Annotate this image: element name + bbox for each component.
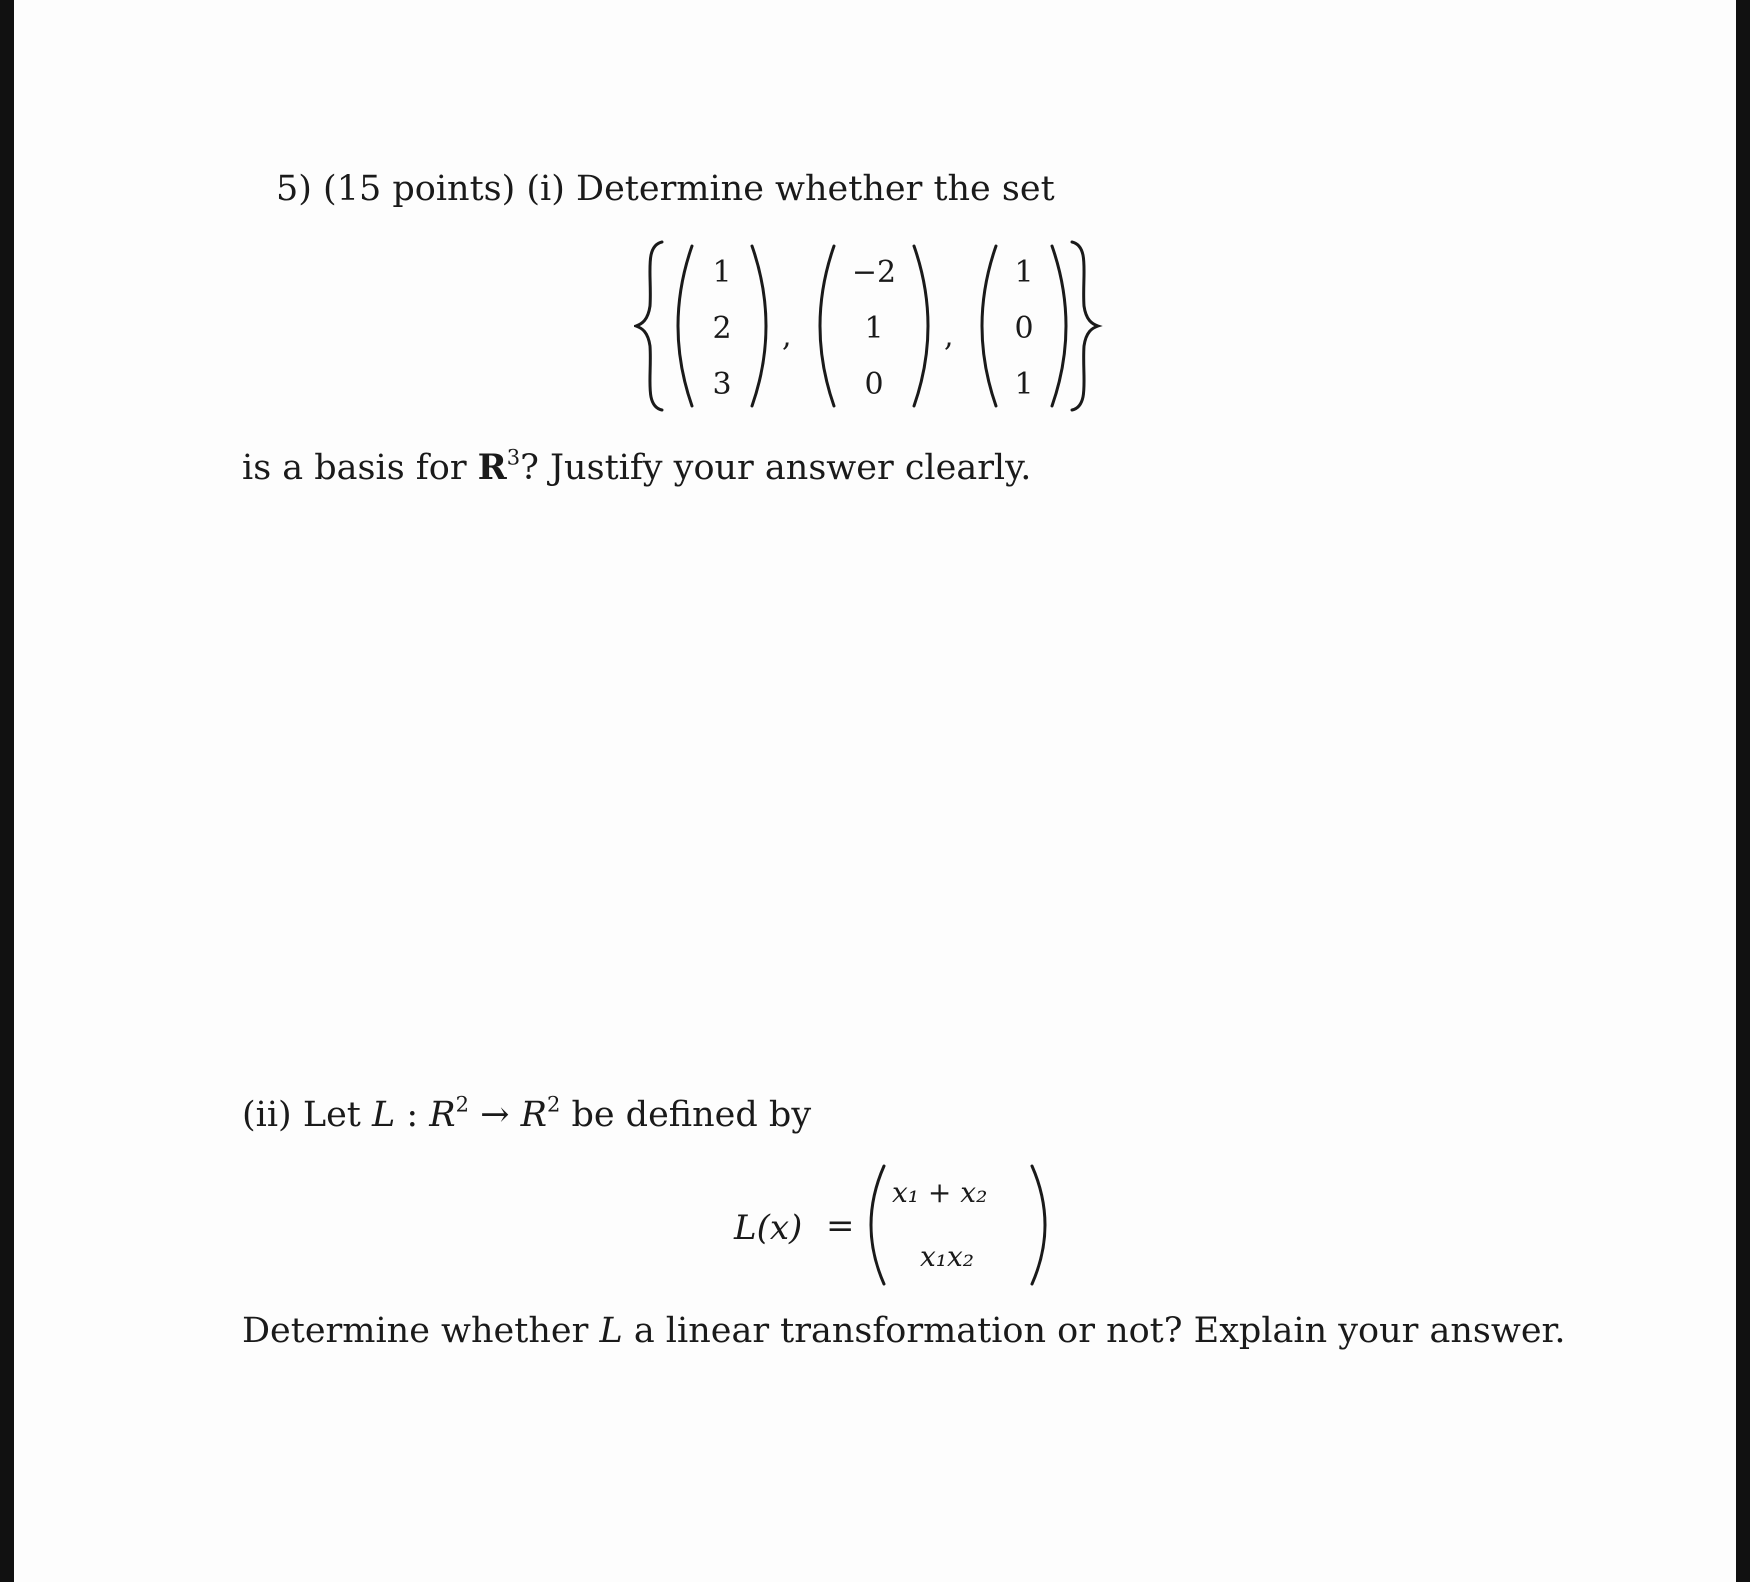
v3-entry-2: 0 — [1014, 311, 1034, 346]
v3-entry-1: 1 — [1014, 255, 1034, 290]
transformation-equation — [734, 1160, 1064, 1290]
vector-set — [634, 236, 1144, 416]
part-ii-intro — [242, 1092, 812, 1135]
equation-lhs: L(x) — [734, 1208, 803, 1248]
space-exponent: 3 — [506, 445, 521, 470]
v2-entry-1: −2 — [851, 255, 897, 290]
space-symbol: R — [477, 447, 507, 488]
equation-row-2: x₁x₂ — [920, 1240, 975, 1273]
v3-entry-3: 1 — [1014, 367, 1034, 402]
part-ii-question — [242, 1311, 1566, 1351]
intro-suffix: be defined by — [560, 1095, 812, 1135]
codomain: R — [520, 1095, 547, 1135]
separator-1: , — [782, 319, 792, 354]
codomain-exp: 2 — [546, 1092, 561, 1117]
v1-entry-1: 1 — [712, 255, 732, 290]
equals-sign: = — [826, 1206, 855, 1246]
question-prefix: is a basis for — [242, 448, 478, 488]
v1-entry-3: 3 — [712, 367, 732, 402]
arrow: → — [469, 1095, 521, 1135]
question-var: L — [599, 1311, 623, 1351]
v1-entry-2: 2 — [712, 311, 732, 346]
separator-2: , — [944, 319, 954, 354]
equation-row-1: x₁ + x₂ — [892, 1176, 988, 1209]
domain: R — [429, 1095, 456, 1135]
exam-page — [14, 0, 1736, 1582]
part-i-prompt: 5) (15 points) (i) Determine whether the set — [276, 169, 1055, 209]
part-i-question — [242, 445, 1032, 488]
intro-prefix: (ii) Let — [242, 1095, 372, 1135]
question-suffix: ? Justify your answer clearly. — [520, 448, 1032, 488]
domain-exp: 2 — [455, 1092, 469, 1117]
v2-entry-3: 0 — [864, 367, 884, 402]
map-colon: : — [395, 1095, 430, 1135]
question-suffix-ii: a linear transformation or not? Explain your answer. — [622, 1311, 1566, 1351]
v2-entry-2: 1 — [864, 311, 884, 346]
map-name: L — [371, 1095, 396, 1135]
question-prefix-ii: Determine whether — [242, 1311, 600, 1351]
